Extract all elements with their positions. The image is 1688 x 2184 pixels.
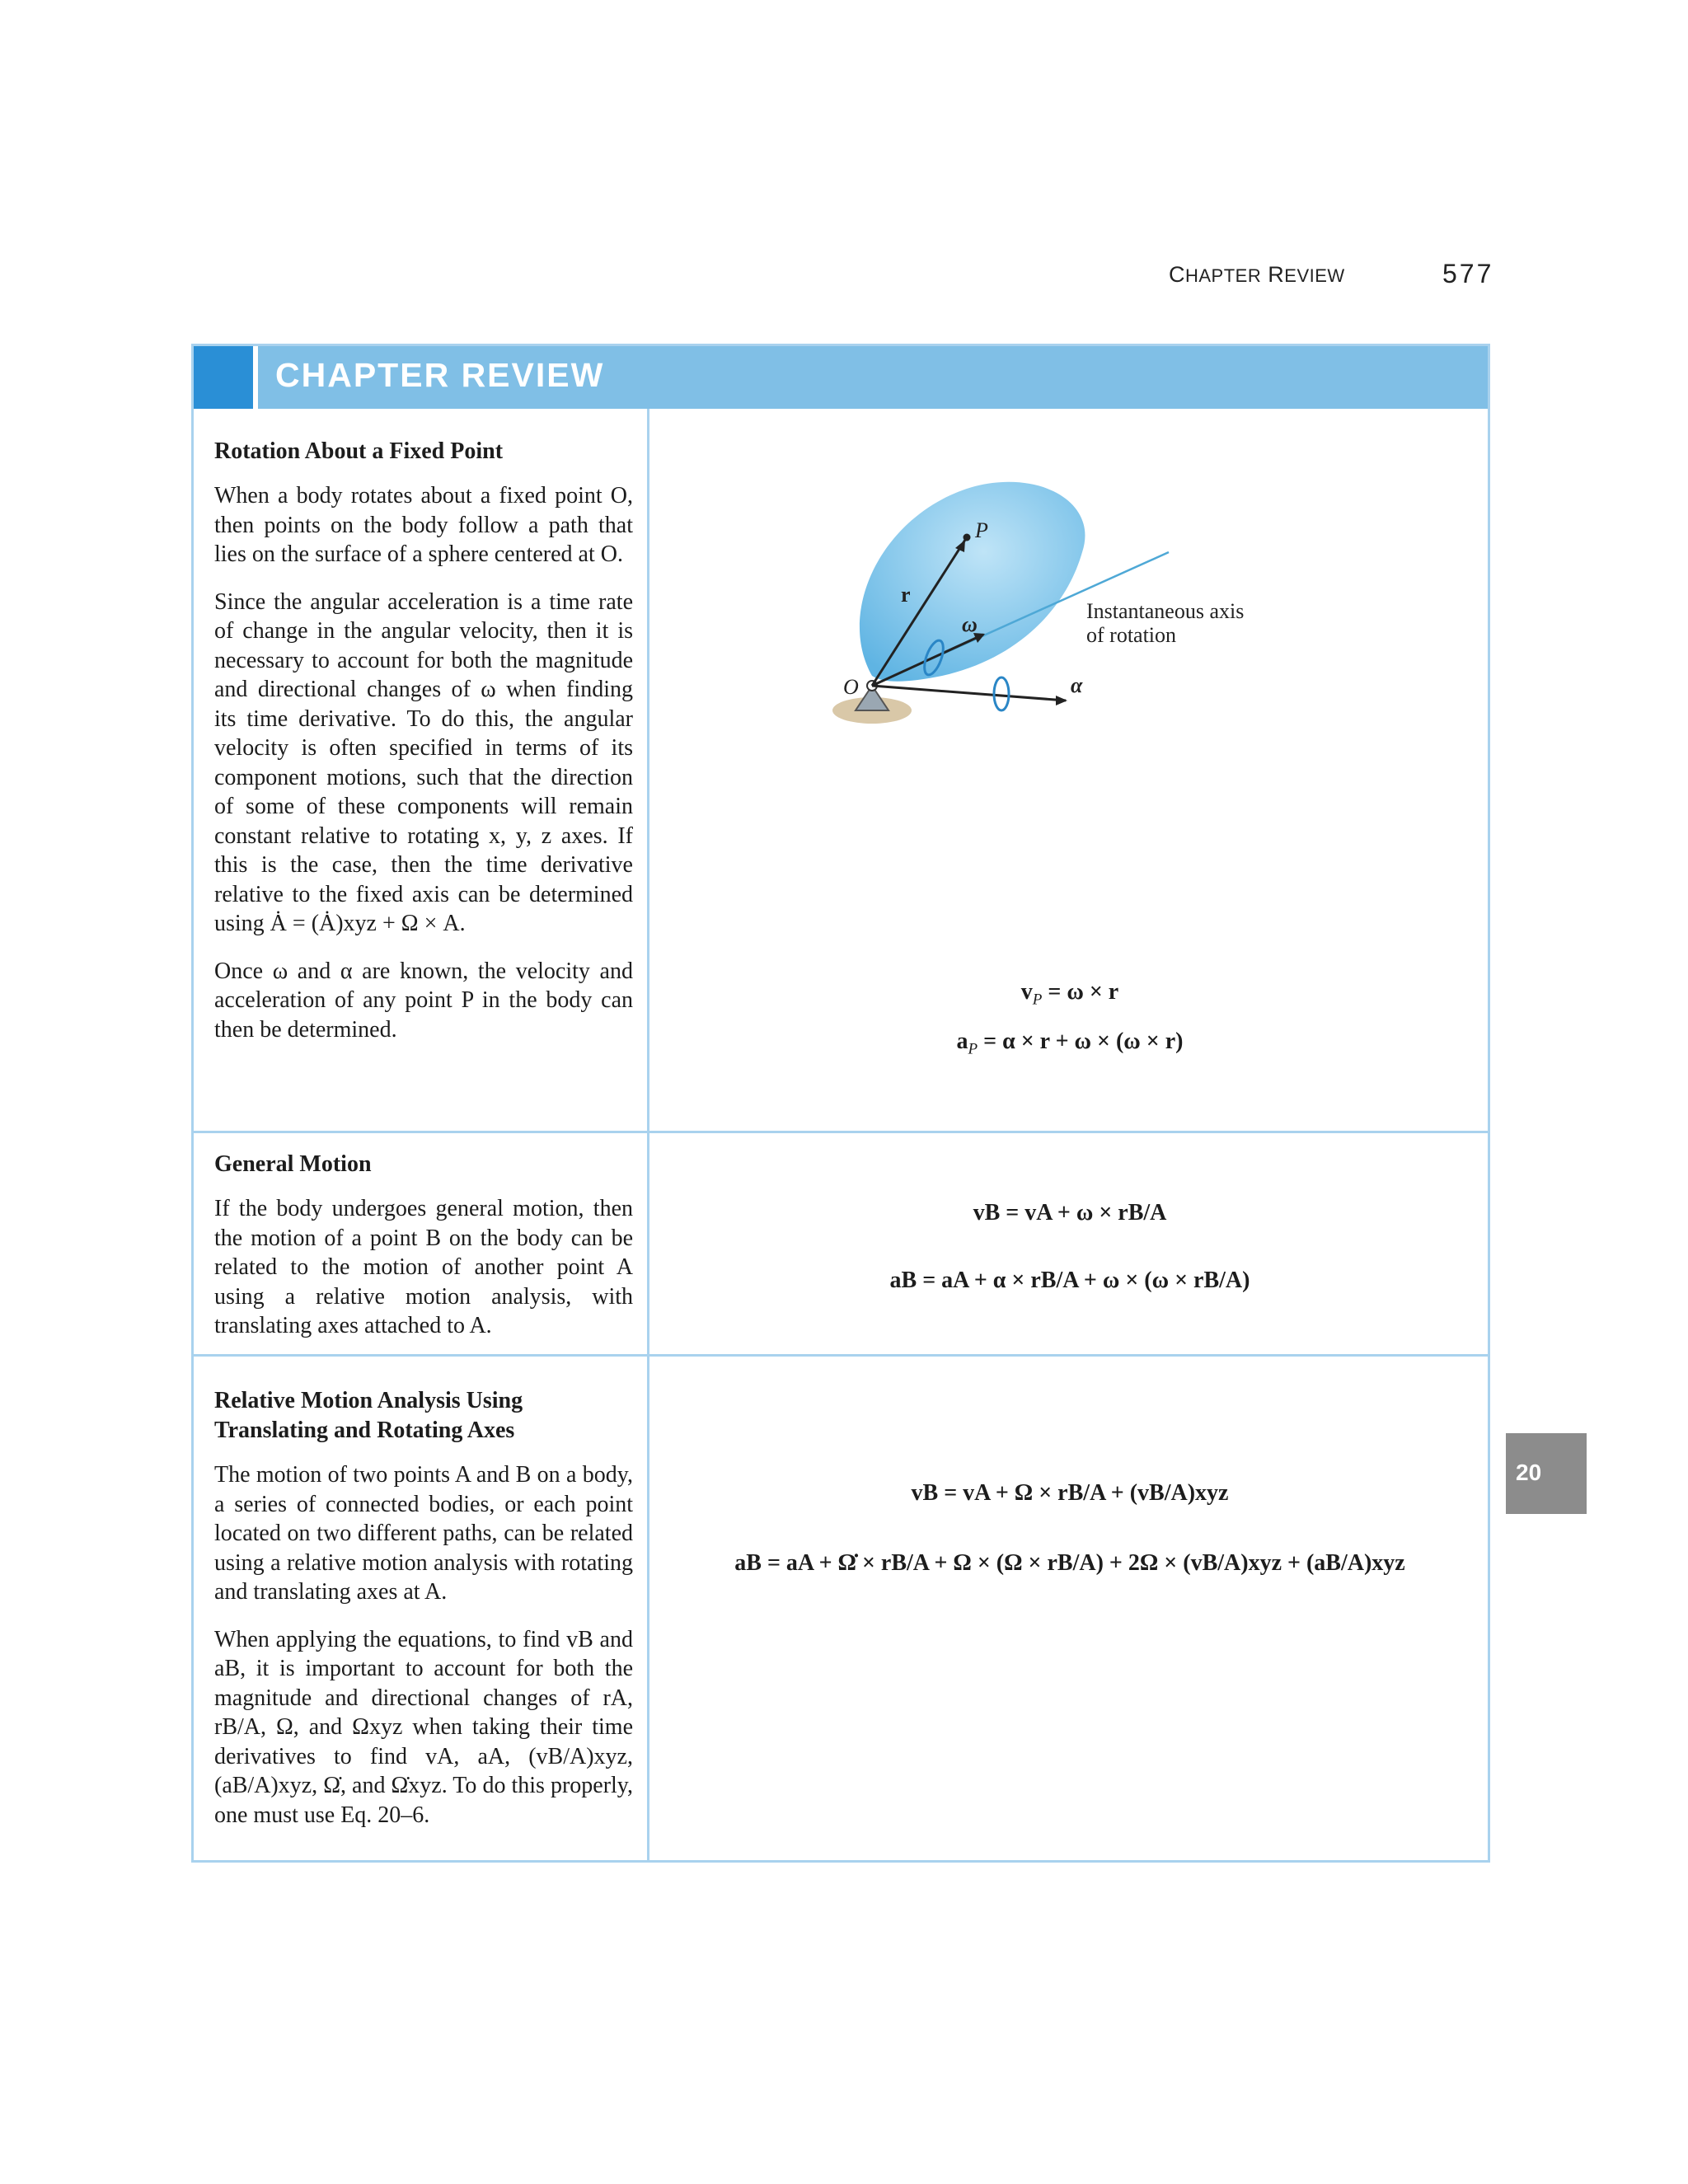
- axis-caption-line1: Instantaneous axis: [1086, 599, 1245, 623]
- angular-acceleration-vector-line: [872, 686, 1066, 701]
- banner-accent-square: [194, 346, 253, 409]
- label-r: r: [901, 583, 911, 607]
- equation-ap: $a_P = \alpha \times r + \omega \times (\omega \times r)$: [956, 1029, 1184, 1058]
- rotation-arrow-alpha-icon: [994, 677, 1009, 710]
- section-general-motion: [214, 1150, 633, 1359]
- equation-vb-general: vB = vA + ω × rB/A: [973, 1200, 1167, 1226]
- section-title: Rotation About a Fixed Point: [214, 438, 504, 464]
- banner-gap: [253, 346, 258, 409]
- equation-vp: $v_P = \omega \times r$: [1020, 979, 1119, 1009]
- paragraph: The motion of two points A and B on a body, a series of connected bodies, or each point located on two different paths, can be related using a relative motion analysis with rotating and translating axes at A.: [214, 1462, 633, 1605]
- page-number: 577: [1442, 259, 1494, 288]
- label-alpha: α: [1071, 673, 1083, 697]
- section-title: Relative Motion Analysis Using Translating and Rotating Axes: [214, 1388, 523, 1443]
- point-p-dot: [964, 534, 971, 541]
- label-omega: ω: [962, 612, 978, 636]
- chapter-review-banner: [194, 346, 1488, 409]
- paragraph: When a body rotates about a fixed point O, then points on the body follow a path that lies on the surface of a sphere centered at O.: [214, 483, 633, 567]
- equation-ab-general: aB = aA + α × rB/A + ω × (ω × rB/A): [889, 1268, 1250, 1293]
- paragraph: When applying the equations, to find vB and aB, it is important to account for both the magnitude and directional changes of rA, rB/A, Ω, and Ωxyz when taking their time derivatives to find vA, aA, (vB/A)xyz, (aB/A)xyz, Ω̇, and Ω̇xyz. To do this properly, one must use Eq. 20–6.: [214, 1626, 633, 1828]
- equation-ab-rotating: aB = aA + Ω̇ × rB/A + Ω × (Ω × rB/A) + 2Ω × (vB/A)xyz + (aB/A)xyz: [734, 1550, 1405, 1576]
- arrow-icon: [1056, 696, 1067, 705]
- section-title: General Motion: [214, 1151, 372, 1177]
- equation-vb-rotating: vB = vA + Ω × rB/A + (vB/A)xyz: [911, 1480, 1229, 1506]
- paragraph: Once ω and α are known, the velocity and acceleration of any point P in the body can then be determined.: [214, 958, 633, 1043]
- section-rotation-fixed-point: [214, 437, 633, 1062]
- rotation-figure: [818, 470, 1313, 742]
- chapter-tab: 20: [1506, 1433, 1587, 1514]
- running-head: CHAPTER REVIEW: [1169, 262, 1345, 287]
- banner-title: CHAPTER REVIEW: [275, 356, 605, 394]
- paragraph: Since the angular acceleration is a time rate of change in the angular velocity, then it is necessary to account for both the magnitude and directional changes of ω when finding its time derivative. To do this, the angular velocity is often specified in terms of its component motions, such that the direction of some of these components will remain constant relative to rotating x, y, z axes. If this is the case, then the time derivative relative to the fixed axis can be determined using Ȧ = (Ȧ)xyz + Ω × A.: [214, 588, 633, 936]
- label-o: O: [843, 675, 859, 699]
- paragraph: If the body undergoes general motion, then the motion of a point B on the body can be related to the motion of another point A using a relative motion analysis, with translating axes attached to A.: [214, 1196, 633, 1338]
- column-divider: [647, 409, 649, 1863]
- axis-caption-line2: of rotation: [1086, 623, 1177, 647]
- chapter-review-box: [191, 344, 1490, 1863]
- section-relative-motion: [214, 1386, 633, 1848]
- label-p: P: [975, 518, 988, 542]
- row-divider-1: [194, 1131, 1488, 1133]
